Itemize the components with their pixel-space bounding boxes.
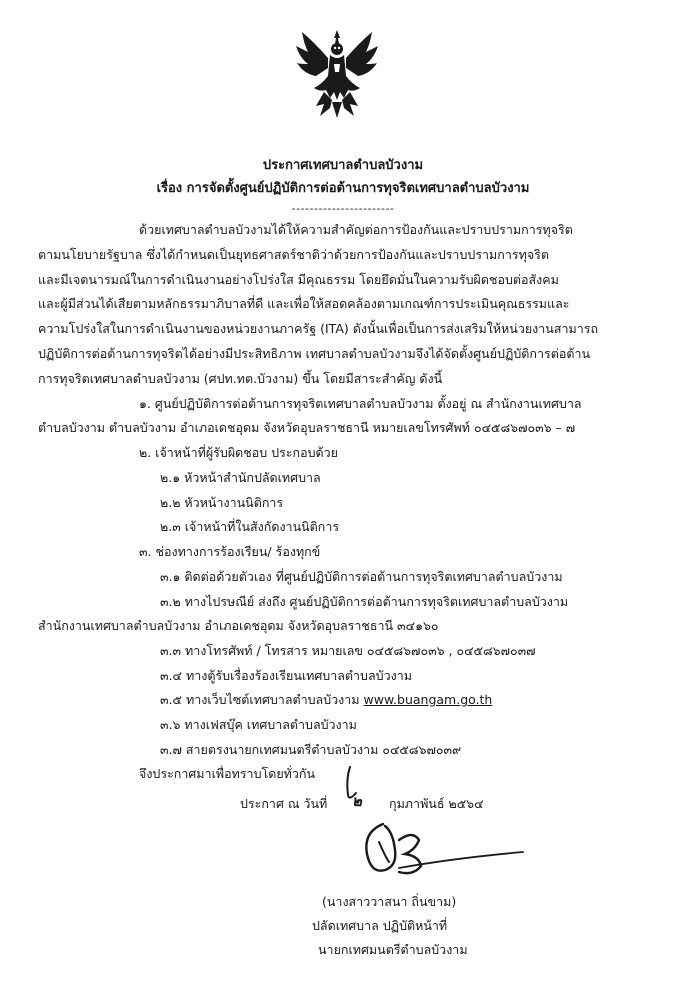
item-2-1: ๒.๑ หัวหน้าสำนักปลัดเทศบาล bbox=[160, 470, 321, 485]
closing-statement: จึงประกาศมาเพื่อทราบโดยทั่วกัน bbox=[139, 766, 316, 781]
date-month-year: กุมภาพันธ์ ๒๕๖๔ bbox=[389, 796, 484, 811]
item-3-2-continued: สำนักงานเทศบาลตำบลบัวงาม อำเภอเดชอุดม จังหวัดอุบลราชธานี ๓๔๑๖๐ bbox=[38, 618, 439, 633]
intro-line: ความโปร่งใสในการดำเนินงานของหน่วยงานภาครัฐ (ITA) ดังนั้นเพื่อเป็นการส่งเสริมให้หน่วยงานสามารถ bbox=[38, 321, 599, 336]
announcement-subject: เรื่อง การจัดตั้งศูนย์ปฏิบัติการต่อต้านการทุจริตเทศบาลตำบลบัวงาม bbox=[156, 181, 530, 196]
item-3-7: ๓.๗ สายตรงนายกเทศมนตรีตำบลบัวงาม ๐๔๕๘๖๗๐๓๙ bbox=[160, 742, 462, 757]
intro-line: และผู้มีส่วนได้เสียตามหลักธรรมาภิบาลที่ดี และเพื่อให้สอดคล้องตามเกณฑ์การประเมินคุณธรรมและ bbox=[38, 296, 570, 311]
intro-line: ตามนโยบายรัฐบาล ซึ่งได้กำหนดเป็นยุทธศาสตร์ชาติว่าด้วยการป้องกันและปราบปรามการทุจริต bbox=[38, 247, 549, 262]
signatory-position: ปลัดเทศบาล ปฏิบัติหน้าที่ bbox=[312, 918, 448, 933]
intro-line: การทุจริตเทศบาลตำบลบัวงาม (ศปท.ทต.บัวงาม) ขึ้น โดยมีสาระสำคัญ ดังนี้ bbox=[38, 371, 443, 386]
intro-line: ปฏิบัติการต่อต้านการทุจริตได้อย่างมีประสิทธิภาพ เทศบาลตำบลบัวงามจึงได้จัดตั้งศูนย์ปฏิบัติการต่อต้าน bbox=[38, 346, 591, 361]
item-3-3: ๓.๓ ทางโทรศัพท์ / โทรสาร หมายเลข ๐๔๕๘๖๗๐๓๖ , ๐๔๕๘๖๗๐๓๗ bbox=[160, 643, 536, 658]
item-3-5-label: ๓.๕ ทางเว็บไซต์เทศบาลตำบลบัวงาม bbox=[160, 692, 364, 707]
intro-line: และมีเจตนารมณ์ในการดำเนินงานอย่างโปร่งใส มีคุณธรรม โดยยึดมั่นในความรับผิดชอบต่อสังคม bbox=[38, 272, 559, 287]
title-divider: ----------------------- bbox=[291, 202, 395, 215]
item-2: ๒. เจ้าหน้าที่ผู้รับผิดชอบ ประกอบด้วย bbox=[139, 445, 338, 460]
item-2-2: ๒.๒ หัวหน้างานนิติการ bbox=[160, 495, 284, 510]
website-link[interactable]: www.buangam.go.th bbox=[363, 692, 493, 707]
intro-line: ด้วยเทศบาลตำบลบัวงามได้ให้ความสำคัญต่อการป้องกันและปราบปรามการทุจริต bbox=[139, 222, 573, 237]
item-3-5 bbox=[160, 692, 492, 708]
garuda-emblem-icon bbox=[294, 28, 380, 120]
date-prefix: ประกาศ ณ วันที่ bbox=[240, 796, 328, 811]
announcement-title: ประกาศเทศบาลตำบลบัวงาม bbox=[262, 158, 424, 173]
handwritten-signature bbox=[355, 812, 530, 887]
signatory-name: (นางสาววาสนา ถิ่นขาม) bbox=[322, 894, 457, 909]
date-day-handwritten: ๒ bbox=[352, 792, 362, 810]
item-3: ๓. ช่องทางการร้องเรียน/ ร้องทุกข์ bbox=[139, 544, 321, 559]
item-1: ๑. ศูนย์ปฏิบัติการต่อต้านการทุจริตเทศบาลตำบลบัวงาม ตั้งอยู่ ณ สำนักงานเทศบาล bbox=[139, 396, 582, 411]
signatory-acting-position: นายกเทศมนตรีตำบลบัวงาม bbox=[318, 942, 468, 957]
item-1-continued: ตำบลบัวงาม ตำบลบัวงาม อำเภอเดชอุดม จังหวัดอุบลราชธานี หมายเลขโทรศัพท์ ๐๔๕๘๖๗๐๓๖ – ๗ bbox=[38, 420, 576, 435]
item-3-4: ๓.๔ ทางตู้รับเรื่องร้องเรียนเทศบาลตำบลบัวงาม bbox=[160, 668, 412, 683]
item-3-2: ๓.๒ ทางไปรษณีย์ ส่งถึง ศูนย์ปฏิบัติการต่อต้านการทุจริตเทศบาลตำบลบัวงาม bbox=[160, 594, 569, 609]
item-3-1: ๓.๑ ติดต่อด้วยตัวเอง ที่ศูนย์ปฏิบัติการต่อต้านการทุจริตเทศบาลตำบลบัวงาม bbox=[160, 569, 563, 584]
handwritten-mark bbox=[340, 765, 370, 803]
item-2-3: ๒.๓ เจ้าหน้าที่ในสังกัดงานนิติการ bbox=[160, 519, 340, 534]
item-3-6: ๓.๖ ทางเฟสบุ๊ค เทศบาลตำบลบัวงาม bbox=[160, 717, 357, 732]
